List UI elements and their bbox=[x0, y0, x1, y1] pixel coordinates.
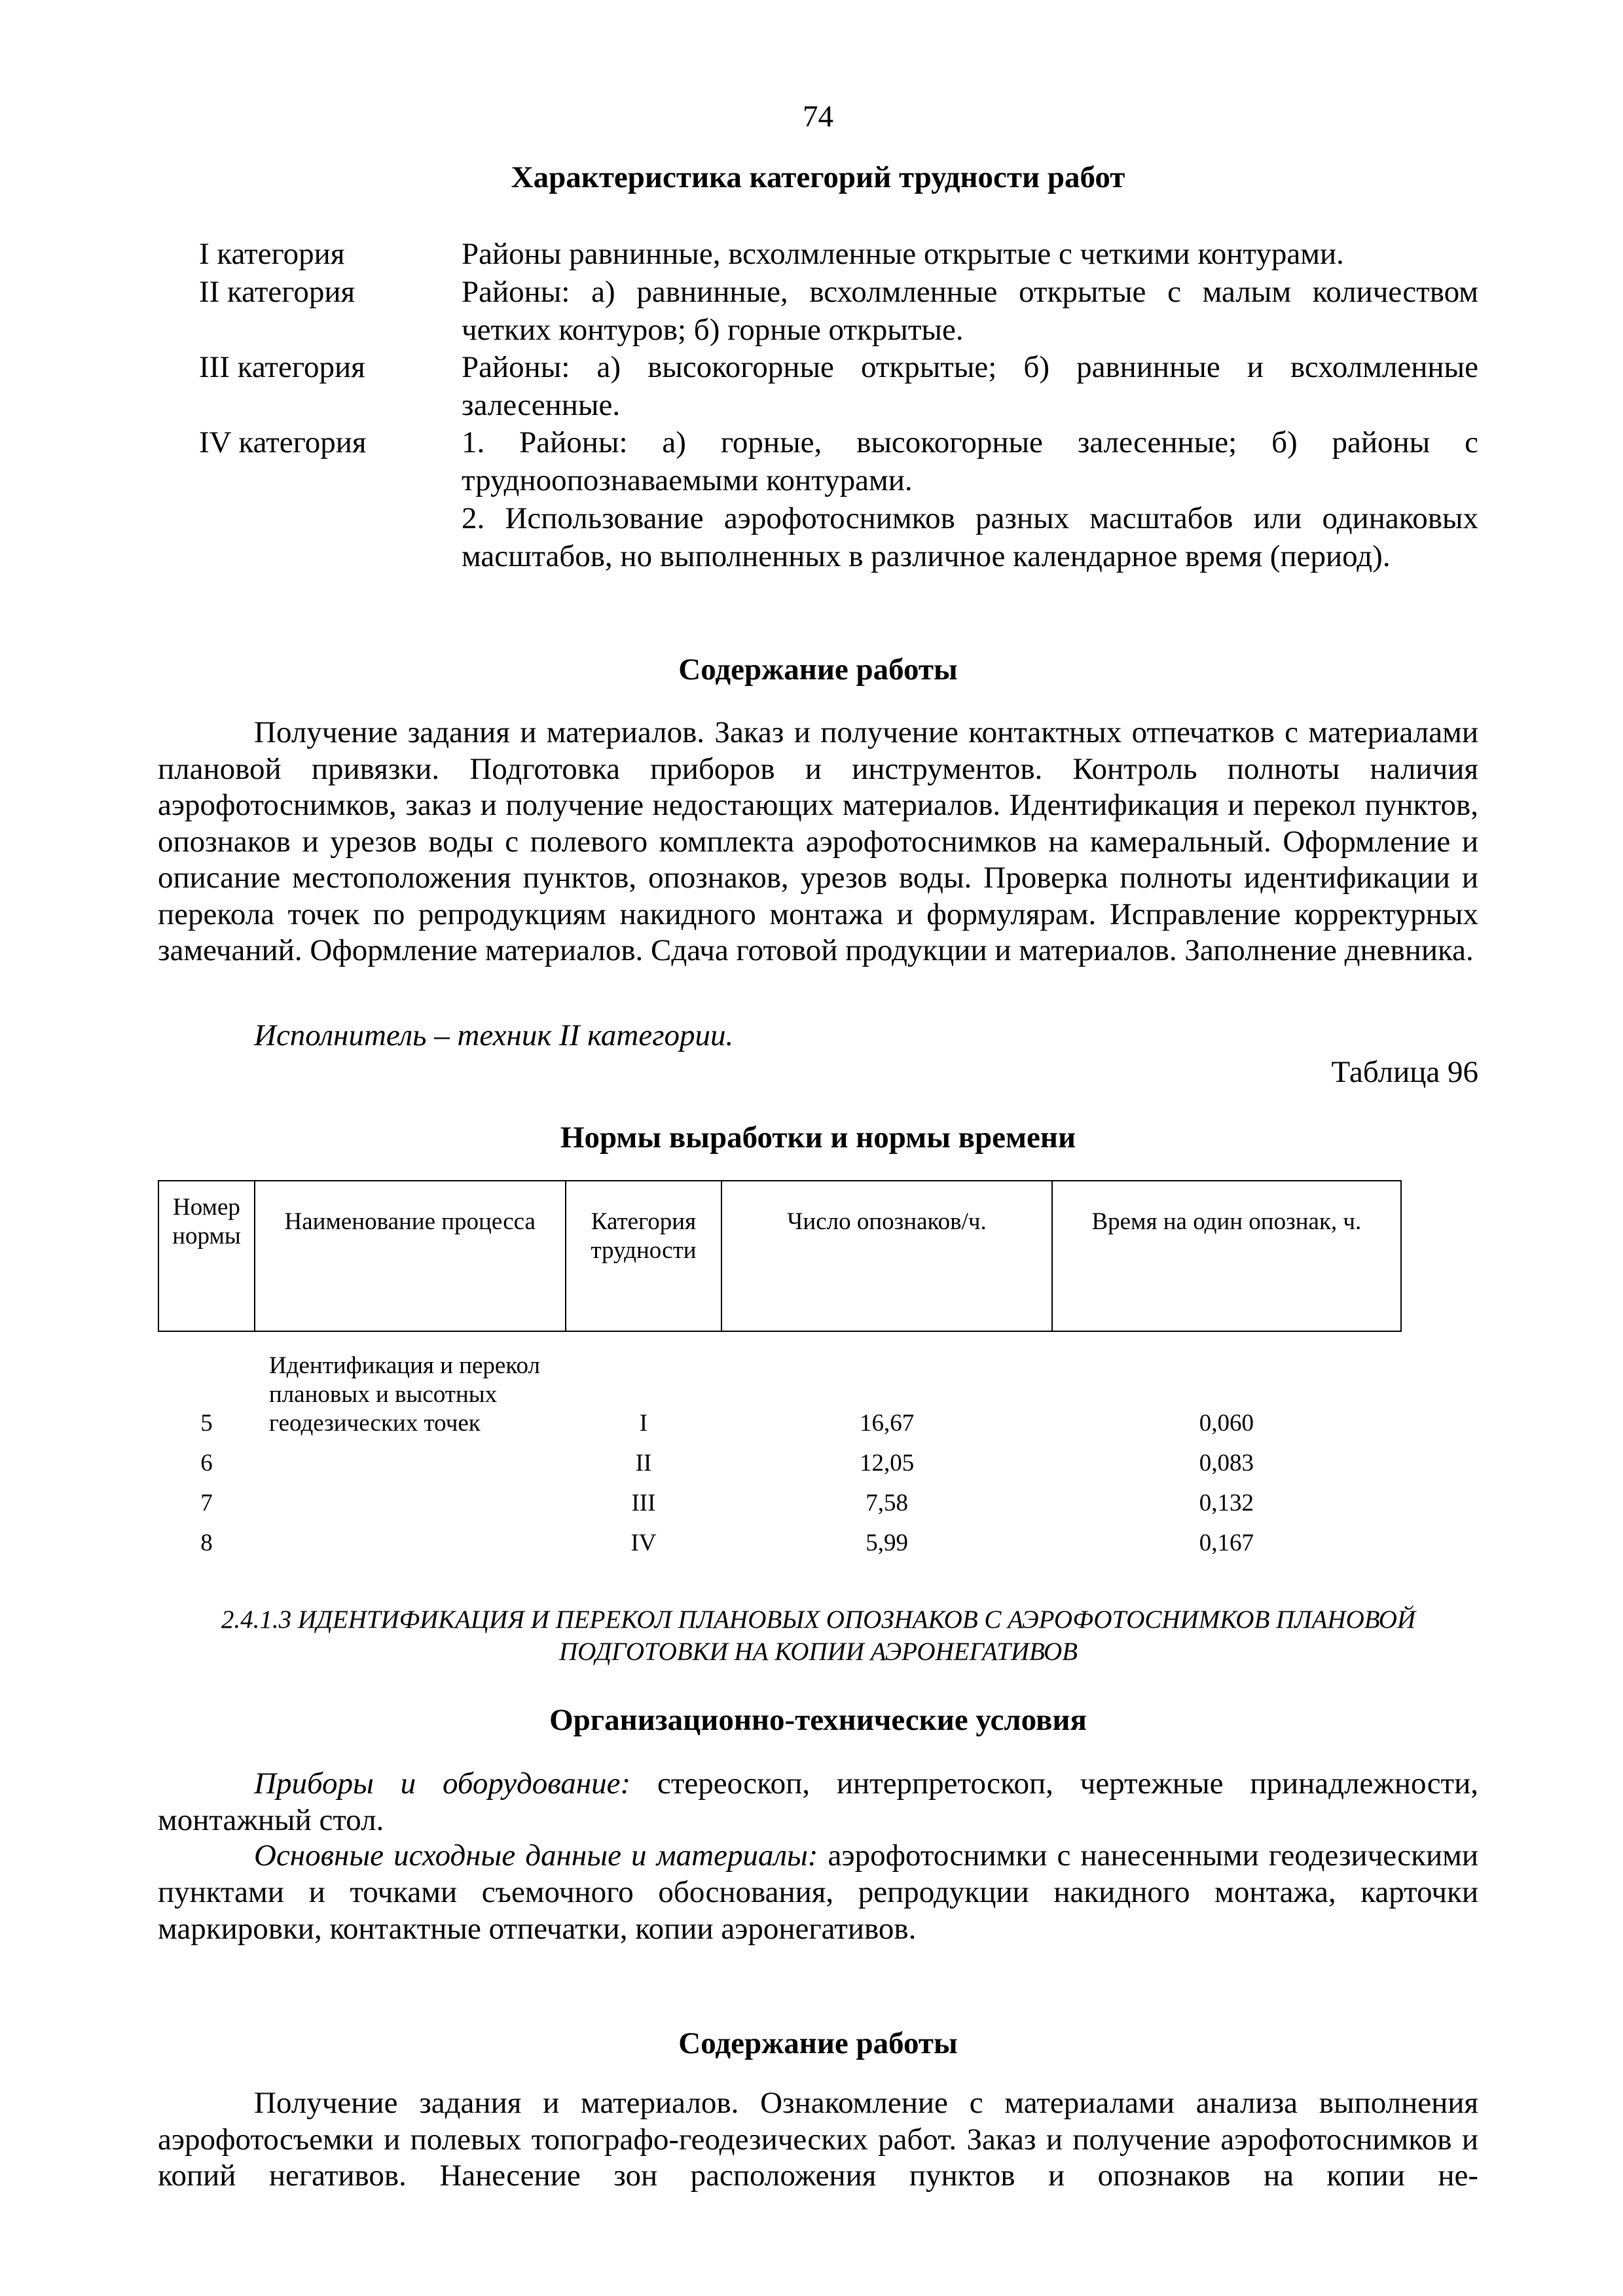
table-row bbox=[158, 1478, 1401, 1518]
cell-num: 5 bbox=[200, 1410, 213, 1437]
cell-time: 0,132 bbox=[1199, 1490, 1254, 1516]
materials-label: Основные исходные данные и материалы: bbox=[254, 1839, 818, 1873]
norms-table bbox=[158, 1180, 1402, 1558]
table-row bbox=[158, 1331, 1401, 1438]
cell-per-hour: 7,58 bbox=[866, 1490, 908, 1516]
executor: Исполнитель – техник II категории. bbox=[254, 1018, 734, 1052]
category-description: Районы: а) равнинные, всхолмленные открытые с малым количеством четких контуров; б) горные открытые. bbox=[462, 275, 1478, 347]
category-description: Районы равнинные, всхолмленные открытые с четкими контурами. bbox=[462, 237, 1344, 271]
equipment-text: стереоскоп, интерпретоскоп, чертежные принадлежности, монтажный стол. bbox=[158, 1767, 1479, 1837]
category-description-2: 2. Использование аэрофотоснимков разных масштабов или одинаковых масштабов, но выполненных в различное календарное время (период). bbox=[462, 501, 1478, 573]
header-time: Время на один опознак, ч. bbox=[1052, 1181, 1401, 1331]
cell-num: 7 bbox=[200, 1490, 213, 1516]
cell-time: 0,083 bbox=[1199, 1450, 1254, 1477]
page-number: 74 bbox=[803, 99, 833, 134]
category-description: 1. Районы: а) горные, высокогорные залесенные; б) районы с трудноопознаваемыми контурами. bbox=[462, 425, 1478, 497]
equipment-paragraph bbox=[158, 1765, 1478, 1839]
cell-category: II bbox=[635, 1450, 652, 1477]
cell-per-hour: 12,05 bbox=[859, 1450, 915, 1477]
table-header-row bbox=[158, 1181, 1401, 1331]
table-label: Таблица 96 bbox=[1331, 1055, 1478, 1089]
header-number: Номер нормы bbox=[158, 1181, 255, 1331]
category-label: II категория bbox=[199, 275, 356, 309]
cell-per-hour: 16,67 bbox=[859, 1410, 915, 1437]
header-per-hour: Число опознаков/ч. bbox=[721, 1181, 1051, 1331]
header-process: Наименование процесса bbox=[255, 1181, 566, 1331]
equipment-label: Приборы и оборудование: bbox=[254, 1767, 631, 1801]
materials-text: аэрофотоснимки с нанесенными геодезическими пунктами и точками съемочного обоснования, репродукции накидного монтажа, карточки маркировки, контактные отпечатки, копии аэронегативов. bbox=[158, 1839, 1478, 1946]
cell-category: IV bbox=[630, 1530, 657, 1556]
table-title: Нормы выработки и нормы времени bbox=[560, 1121, 1076, 1155]
cell-per-hour: 5,99 bbox=[866, 1530, 908, 1556]
work-content-title: Содержание работы bbox=[678, 653, 958, 687]
materials-paragraph bbox=[158, 1837, 1478, 1947]
cell-num: 6 bbox=[200, 1450, 213, 1477]
cell-category: III bbox=[631, 1490, 656, 1516]
category-label: IV категория bbox=[199, 425, 367, 459]
cell-time: 0,167 bbox=[1199, 1530, 1254, 1556]
work-content-text: Получение задания и материалов. Заказ и получение контактных отпечатков с материалами плановой привязки. Подготовка приборов и инструментов. Контроль полноты наличия аэрофотоснимков, заказ и получение недостающих материалов. Идентификация и перекол пунктов, опознаков и урезов воды с полевого комплекта аэрофотоснимков на камеральный. Оформление и описание местоположения пунктов, опознаков, урезов воды. Проверка полноты идентификации и перекола точек по репродукциям накидного монтажа и формулярам. Исправление корректурных замечаний. Оформление материалов. Сдача готовой продукции и материалов. Заполнение дневника. bbox=[158, 715, 1478, 967]
table-row bbox=[158, 1438, 1401, 1478]
cell-time: 0,060 bbox=[1199, 1410, 1254, 1437]
table-row bbox=[158, 1518, 1401, 1558]
category-description: Районы: а) высокогорные открытые; б) равнинные и всхолмленные залесенные. bbox=[462, 350, 1478, 422]
work-content-title-2: Содержание работы bbox=[678, 2026, 958, 2060]
header-category: Категория трудности bbox=[566, 1181, 722, 1331]
category-label: III категория bbox=[199, 350, 365, 384]
cell-category: I bbox=[639, 1410, 648, 1437]
cell-num: 8 bbox=[200, 1530, 213, 1556]
org-title: Организационно-технические условия bbox=[549, 1703, 1087, 1737]
section-heading: 2.4.1.3 ИДЕНТИФИКАЦИЯ И ПЕРЕКОЛ ПЛАНОВЫХ ОПОЗНАКОВ С АЭРОФОТОСНИМКОВ ПЛАНОВОЙ ПОДГОТОВКИ НА КОПИИ АЭРОНЕГАТИВОВ bbox=[221, 1605, 1416, 1666]
work-content-text-2: Получение задания и материалов. Ознакомление с материалами анализа выполнения аэрофотосъемки и полевых топографо-геодезических работ. Заказ и получение аэрофотоснимков и копий негативов. Нанесение зон расположения пунктов и опознаков на копии не- bbox=[158, 2086, 1478, 2193]
categories-title: Характеристика категорий трудности работ bbox=[511, 160, 1125, 194]
cell-process: Идентификация и перекол плановых и высотных геодезических точек bbox=[268, 1352, 540, 1437]
category-label: I категория bbox=[199, 237, 345, 271]
